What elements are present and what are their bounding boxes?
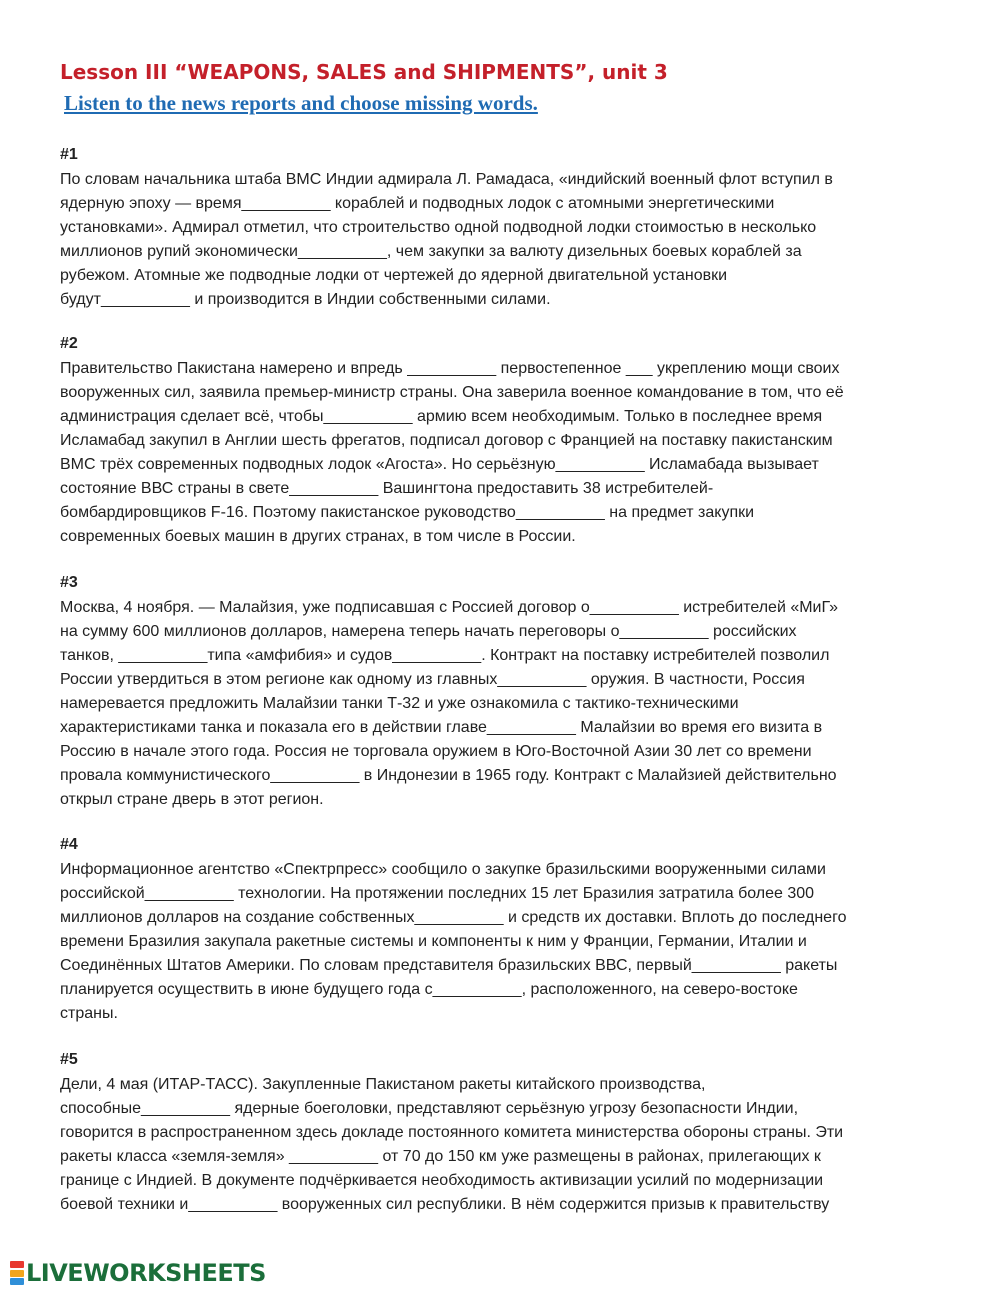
text-line: провала коммунистического__________ в Индонезии в 1965 году. Контракт с Малайзией действительно — [60, 767, 837, 784]
text-line: России утвердиться в этом регионе как одному из главных__________ оружия. В частности, Россия — [60, 671, 805, 688]
section-number: #2 — [60, 335, 78, 352]
lesson-title: Lesson III “WEAPONS, SALES and SHIPMENTS”, unit 3 — [60, 60, 668, 84]
text-line: миллионов рупий экономически__________, чем закупки за валюту дизельных боевых кораблей за — [60, 243, 802, 260]
text-line: Дели, 4 мая (ИТАР-ТАСС). Закупленные Пакистаном ракеты китайского производства, — [60, 1076, 706, 1093]
text-line: Информационное агентство «Спектрпресс» сообщило о закупке бразильскими вооруженными силами — [60, 861, 826, 878]
text-line: будут__________ и производится в Индии собственными силами. — [60, 291, 551, 308]
text-line: ВМС трёх современных подводных лодок «Агоста». Но серьёзную__________ Исламабада вызывает — [60, 456, 819, 473]
text-line: характеристиками танка и показала его в действии главе__________ Малайзии во время его визита в — [60, 719, 823, 736]
text-line: на сумму 600 миллионов долларов, намерена теперь начать переговоры о__________ российских — [60, 623, 797, 640]
text-line: установками». Адмирал отметил, что строительство одной подводной лодки стоимостью в несколько — [60, 219, 817, 236]
text-line: планируется осуществить в июне будущего года с__________, расположенного, на северо-востоке — [60, 981, 798, 998]
text-line: миллионов долларов на создание собственных__________ и средств их доставки. Вплоть до последнего — [60, 909, 847, 926]
text-line: вооруженных сил, заявила премьер-министр страны. Она заверила военное командование в том, что её — [60, 384, 844, 401]
text-line: Правительство Пакистана намерено и впредь __________ первостепенное ___ укреплению мощи своих — [60, 360, 840, 377]
section-text — [60, 858, 940, 1026]
text-line: ракеты класса «земля-земля» __________ от 70 до 150 км уже размещены в районах, прилегающих к — [60, 1148, 821, 1165]
text-line: Россию в начале этого года. Россия не торговала оружием в Юго-Восточной Азии 30 лет со времени — [60, 743, 812, 760]
text-line: Исламабад закупил в Англии шесть фрегатов, подписал договор с Францией на поставку пакистанским — [60, 432, 833, 449]
text-line: администрация сделает всё, чтобы__________ армию всем необходимым. Только в последнее время — [60, 408, 823, 425]
section-number: #1 — [60, 146, 78, 163]
section-text — [60, 1073, 940, 1217]
text-line: рубежом. Атомные же подводные лодки от чертежей до ядерной двигательной установки — [60, 267, 728, 284]
text-line: открыл стране дверь в этот регион. — [60, 791, 324, 808]
text-line: намеревается предложить Малайзии танки Т-32 и уже ознакомила с тактико-техническими — [60, 695, 739, 712]
liveworksheets-logo — [10, 1258, 266, 1288]
text-line: российской__________ технологии. На протяжении последних 15 лет Бразилия затратила более 300 — [60, 885, 815, 902]
text-line: бомбардировщиков F-16. Поэтому пакистанское руководство__________ на предмет закупки — [60, 504, 755, 521]
text-line: границе с Индией. В документе подчёркивается необходимость активизации усилий по модернизации — [60, 1172, 824, 1189]
section-text — [60, 357, 940, 549]
section-2 — [60, 334, 940, 549]
text-line: По словам начальника штаба ВМС Индии адмирала Л. Рамадаса, «индийский военный флот вступил в — [60, 171, 833, 188]
section-5 — [60, 1050, 940, 1217]
instructions-subtitle: Listen to the news reports and choose missing words. — [64, 91, 538, 115]
section-3 — [60, 573, 940, 812]
text-line: танков, __________типа «амфибия» и судов__________. Контракт на поставку истребителей позволил — [60, 647, 830, 664]
section-number: #4 — [60, 836, 78, 853]
text-line: страны. — [60, 1005, 118, 1022]
text-line: современных боевых машин в других странах, в том числе в России. — [60, 528, 576, 545]
text-line: Соединённых Штатов Америки. По словам представителя бразильских ВВС, первый__________ ракеты — [60, 957, 838, 974]
section-text — [60, 168, 940, 312]
section-number: #5 — [60, 1051, 78, 1068]
text-line: Москва, 4 ноября. — Малайзия, уже подписавшая с Россией договор о__________ истребителей «МиГ» — [60, 599, 838, 616]
section-4 — [60, 835, 940, 1026]
logo-text: LIVEWORKSHEETS — [26, 1259, 266, 1287]
text-line: ядерную эпоху — время__________ кораблей и подводных лодок с атомными энергетическими — [60, 195, 775, 212]
text-line: времени Бразилия закупала ракетные системы и компоненты к ним у Франции, Германии, Италии и — [60, 933, 807, 950]
section-1 — [60, 145, 940, 312]
text-line: состояние ВВС страны в свете__________ Вашингтона предоставить 38 истребителей- — [60, 480, 714, 497]
text-line: боевой техники и__________ вооруженных сил республики. В нём содержится призыв к правительству — [60, 1196, 830, 1213]
section-text — [60, 596, 940, 812]
text-line: способные__________ ядерные боеголовки, представляют серьёзную угрозу безопасности Индии, — [60, 1100, 799, 1117]
liveworksheets-logo-icon — [10, 1261, 24, 1285]
text-line: говорится в распространенном здесь докладе постоянного комитета министерства обороны страны. Эти — [60, 1124, 844, 1141]
section-number: #3 — [60, 574, 78, 591]
